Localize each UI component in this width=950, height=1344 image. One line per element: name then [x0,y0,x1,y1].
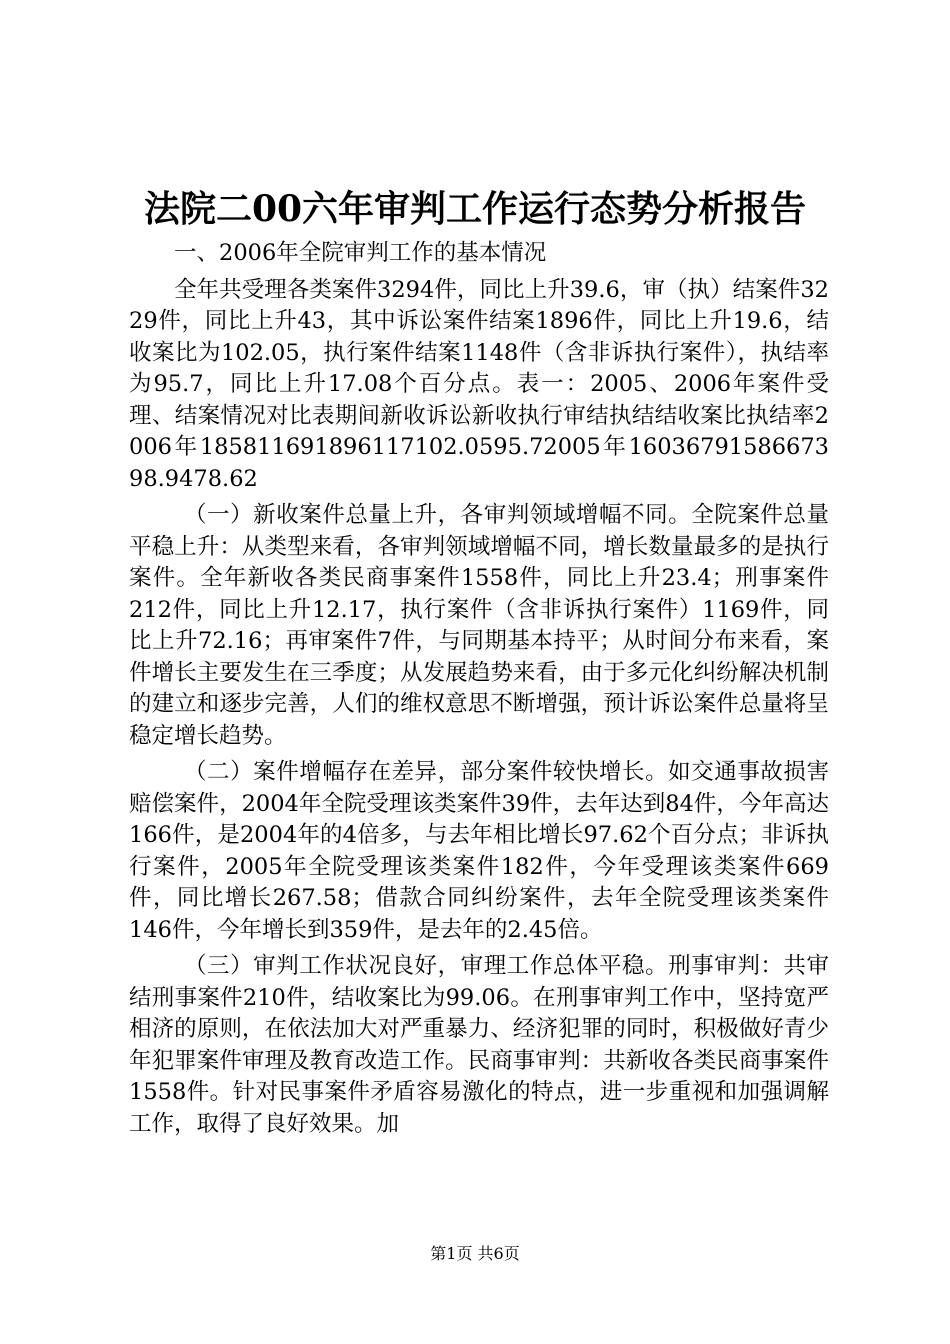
paragraph-summary: 全年共受理各类案件3294件，同比上升39.6，审（执）结案件3229件，同比上升43，其中诉讼案件结案1896件，同比上升19.6，结收案比为102.05，执行案件结案1148件（含非诉执行案件），执结率为95.7，同比上升17.08个百分点。表一：2005、2006年案件受理、结案情况对比表期间新收诉讼新收执行审结执结结收案比执结率2006年18581169189611710​2.0595.72005年1603679158667398.9478.62 [129,276,829,492]
paragraph-trial-status: （三）审判工作状况良好，审理工作总体平稳。刑事审判：共审结刑事案件210件，结收案比为99.06。在刑事审判工作中，坚持宽严相济的原则，在依法加大对严重暴力、经济犯罪的同时，积极做好青少年犯罪案件审理及教育改造工作。民商事审判：共新收各类民商事案件1558件。针对民事案件矛盾容易激化的特点，进一步重视和加强调解工作，取得了良好效果。加 [129,953,829,1137]
section-heading: 一、2006年全院审判工作的基本情况 [174,240,547,266]
document-title: 法院二00六年审判工作运行态势分析报告 [143,188,807,230]
paragraph-new-cases: （一）新收案件总量上升，各审判领域增幅不同。全院案件总量平稳上升：从类型来看，各审判领域增幅不同，增长数量最多的是执行案件。全年新收各类民商事案件1558件，同比上升23.4；刑事案件212件，同比上升12.17，执行案件（含非诉执行案件）1169件，同比上升72.16；再审案件7件，与同期基本持平；从时间分布来看，案件增长主要发生在三季度；从发展趋势来看，由于多元化纠纷解决机制的建立和逐步完善，人们的维权意思不断增强，预计诉讼案件总量将呈稳定增长趋势。 [129,502,829,749]
page-footer: 第1页 共6页 [430,1244,520,1263]
paragraph-case-growth: （二）案件增幅存在差异，部分案件较快增长。如交通事故损害赔偿案件，2004年全院受理该类案件39件，去年达到84件，今年高达166件，是2004年的4倍多，与去年相比增长97.62个百分点；非诉执行案件，2005年全院受理该类案件182件，今年受理该类案件669件，同比增长267.58；借款合同纠纷案件，去年全院受理该类案件146件，今年增长到359件，是去年的2.45倍。 [129,759,829,943]
document-body [129,238,829,1145]
